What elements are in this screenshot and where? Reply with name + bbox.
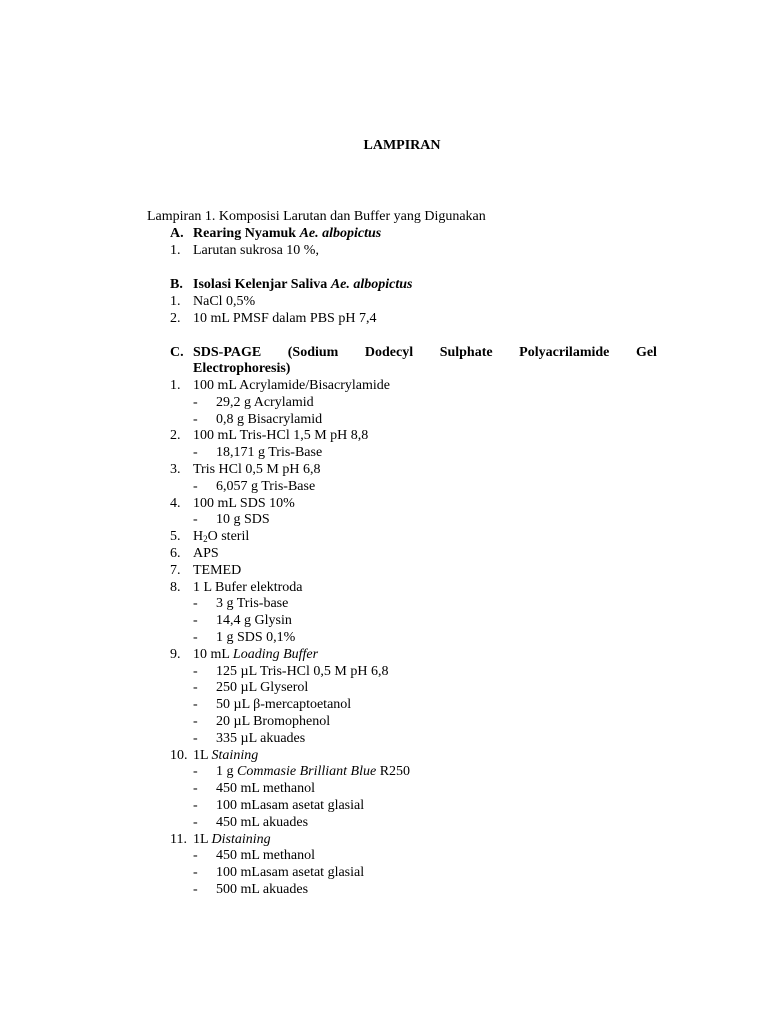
- list-item-text-italic: Commasie Brilliant Blue: [237, 764, 377, 779]
- list-item-text: [193, 832, 271, 848]
- list-item-dash: -: [193, 664, 198, 679]
- list-item-text: 100 mL Acrylamide/Bisacrylamide: [193, 378, 390, 393]
- section-c-heading-word: SDS-PAGE: [193, 345, 262, 360]
- list-item-text: 450 mL methanol: [216, 848, 316, 863]
- list-item-text: APS: [193, 546, 219, 561]
- section-c-heading-word: (Sodium: [287, 345, 339, 360]
- section-c-heading-word: Sulphate: [439, 345, 493, 360]
- section-a-item-text: Larutan sukrosa 10 %,: [193, 243, 319, 258]
- list-item-dash: -: [193, 630, 198, 645]
- section-b-letter: B.: [170, 277, 183, 292]
- list-item-number: 2.: [170, 428, 181, 443]
- list-item-text: 450 mL methanol: [216, 781, 316, 796]
- list-item-text-part: 10 mL: [193, 647, 233, 662]
- list-item-text: [193, 647, 318, 663]
- list-item-text: 14,4 g Glysin: [216, 613, 292, 628]
- section-b-heading-species: Ae. albopictus: [330, 277, 413, 292]
- list-item-text: 3 g Tris-base: [216, 596, 289, 611]
- list-item-number: 8.: [170, 580, 181, 595]
- list-item-text: 100 mLasam asetat glasial: [216, 798, 365, 813]
- list-item-text: 0,8 g Bisacrylamid: [216, 412, 323, 427]
- list-item-text-part: 1L: [193, 748, 212, 763]
- list-item-text: 500 mL akuades: [216, 882, 309, 897]
- appendix-intro: Lampiran 1. Komposisi Larutan dan Buffer yang Digunakan: [147, 209, 486, 224]
- list-item-text: 1 g SDS 0,1%: [216, 630, 296, 645]
- list-item-dash: -: [193, 395, 198, 410]
- section-b-heading: [193, 277, 412, 293]
- list-item-text: 450 mL akuades: [216, 815, 309, 830]
- section-b-item-num: 1.: [170, 294, 181, 309]
- list-item-text-part: 1L: [193, 832, 212, 847]
- list-item-text-italic: Loading Buffer: [232, 647, 319, 662]
- list-item-text-part: O steril: [207, 529, 250, 544]
- list-item-text: 29,2 g Acrylamid: [216, 395, 314, 410]
- list-item-dash: -: [193, 479, 198, 494]
- list-item-number: 4.: [170, 496, 181, 511]
- list-item-text-italic: Staining: [211, 748, 259, 763]
- list-item-dash: -: [193, 613, 198, 628]
- list-item-number: 5.: [170, 529, 181, 544]
- list-item-text-part: H: [193, 529, 204, 544]
- list-item-dash: -: [193, 865, 198, 880]
- list-item-dash: -: [193, 512, 198, 527]
- list-item-number: 10.: [170, 748, 188, 763]
- section-a-item-num: 1.: [170, 243, 181, 258]
- list-item-text: 18,171 g Tris-Base: [216, 445, 323, 460]
- list-item-text-italic: Distaining: [211, 832, 271, 847]
- section-b-item-num: 2.: [170, 311, 181, 326]
- list-item-dash: -: [193, 764, 198, 779]
- list-item-dash: -: [193, 848, 198, 863]
- list-item-text: [193, 748, 258, 764]
- section-a-heading-text: Rearing Nyamuk: [193, 226, 300, 241]
- list-item-text: 10 g SDS: [216, 512, 270, 527]
- list-item-text: Tris HCl 0,5 M pH 6,8: [193, 462, 321, 477]
- page-title: LAMPIRAN: [363, 138, 441, 153]
- section-c-heading-word: Dodecyl: [364, 345, 414, 360]
- list-item-text: 250 µL Glyserol: [216, 680, 309, 695]
- list-item-dash: -: [193, 781, 198, 796]
- list-item-text: 100 mLasam asetat glasial: [216, 865, 365, 880]
- list-item-dash: -: [193, 445, 198, 460]
- section-c-heading: [193, 345, 657, 361]
- section-b-item-text: NaCl 0,5%: [193, 294, 256, 309]
- list-item-dash: -: [193, 412, 198, 427]
- list-item-text: 125 µL Tris-HCl 0,5 M pH 6,8: [216, 664, 389, 679]
- list-item-text: 1 L Bufer elektroda: [193, 580, 303, 595]
- list-item-number: 6.: [170, 546, 181, 561]
- list-item-text: 335 µL akuades: [216, 731, 306, 746]
- section-c-heading-word: Polyacrilamide: [519, 345, 610, 360]
- list-item-text: 20 µL Bromophenol: [216, 714, 331, 729]
- list-item-text: 6,057 g Tris-Base: [216, 479, 316, 494]
- section-a-heading-species: Ae. albopictus: [299, 226, 382, 241]
- list-item-number: 1.: [170, 378, 181, 393]
- list-item-number: 11.: [170, 832, 187, 847]
- list-item-number: 3.: [170, 462, 181, 477]
- list-item-text: [193, 529, 249, 545]
- section-b-item-text: 10 mL PMSF dalam PBS pH 7,4: [193, 311, 377, 326]
- section-a-letter: A.: [170, 226, 184, 241]
- list-item-text: TEMED: [193, 563, 242, 578]
- section-a-heading: [193, 226, 381, 242]
- section-c-heading-word: Gel: [635, 345, 657, 360]
- section-b-heading-text: Isolasi Kelenjar Saliva: [193, 277, 331, 292]
- list-item-text: [216, 764, 410, 780]
- list-item-text: 50 µL β-mercaptoetanol: [216, 697, 352, 712]
- list-item-dash: -: [193, 714, 198, 729]
- list-item-dash: -: [193, 798, 198, 813]
- list-item-number: 9.: [170, 647, 181, 662]
- list-item-dash: -: [193, 697, 198, 712]
- list-item-dash: -: [193, 731, 198, 746]
- list-item-subscript: 2: [203, 534, 208, 544]
- list-item-dash: -: [193, 815, 198, 830]
- section-c-letter: C.: [170, 345, 184, 360]
- list-item-dash: -: [193, 680, 198, 695]
- list-item-text-part: 1 g: [216, 764, 237, 779]
- list-item-text: 100 mL Tris-HCl 1,5 M pH 8,8: [193, 428, 369, 443]
- list-item-dash: -: [193, 596, 198, 611]
- list-item-text: 100 mL SDS 10%: [193, 496, 295, 511]
- list-item-text-part: R250: [376, 764, 411, 779]
- list-item-dash: -: [193, 882, 198, 897]
- section-c-heading-line2: Electrophoresis): [193, 361, 291, 376]
- list-item-number: 7.: [170, 563, 181, 578]
